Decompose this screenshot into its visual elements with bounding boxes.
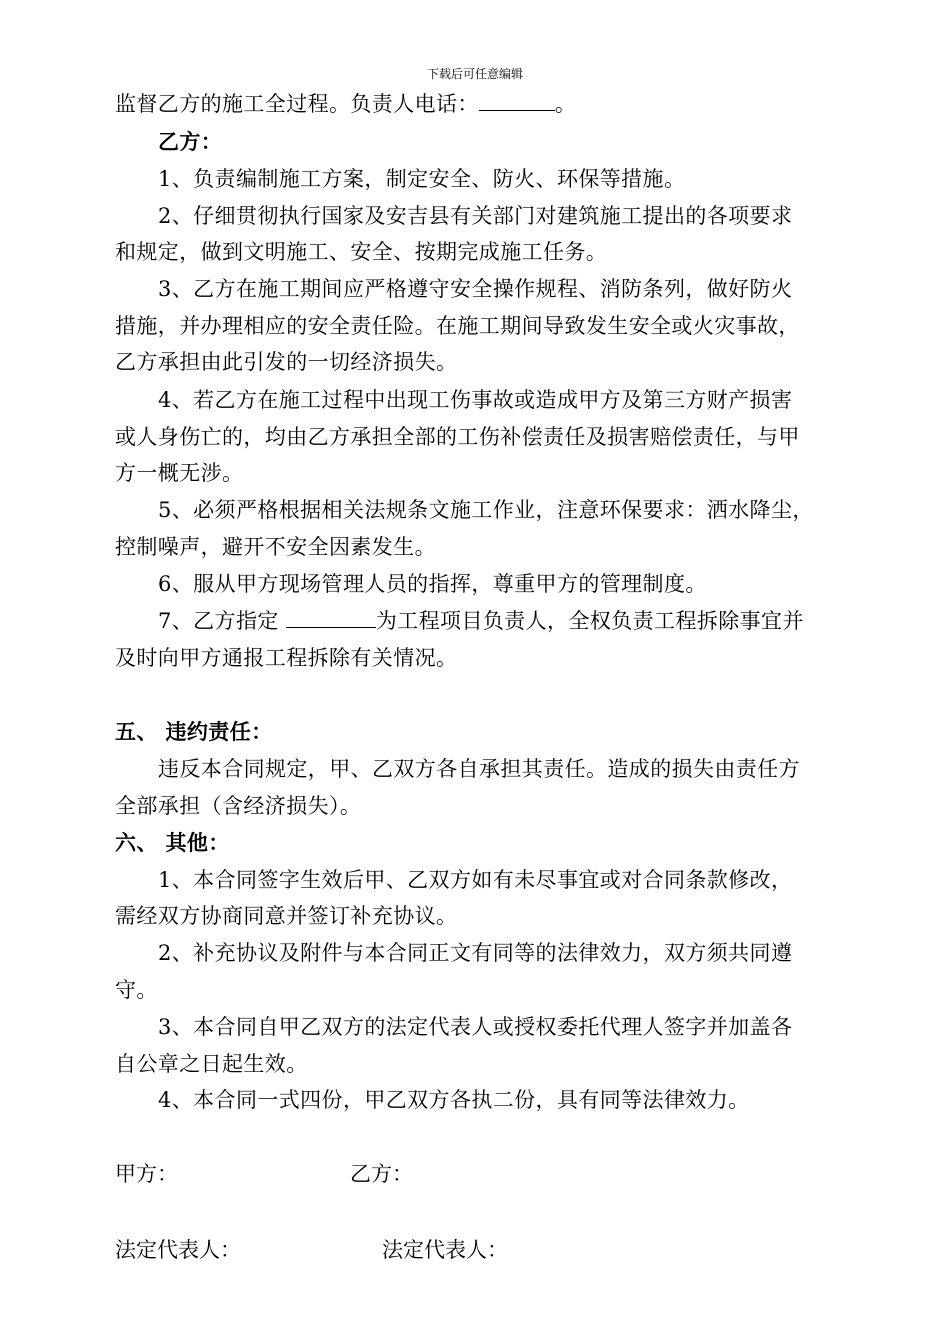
text-line: 2、仔细贯彻执行国家及安吉县有关部门对建筑施工提出的各项要求 bbox=[158, 204, 793, 228]
text-line: 全部承担（含经济损失）。 bbox=[115, 794, 362, 818]
text-line: 控制噪声，避开不安全因素发生。 bbox=[115, 535, 436, 559]
text-line: 和规定，做到文明施工、安全、按期完成施工任务。 bbox=[115, 240, 608, 264]
text-line: 及时向甲方通报工程拆除有关情况。 bbox=[115, 646, 458, 670]
phone-blank bbox=[479, 90, 555, 111]
text-segment: 监督乙方的施工全过程。负责人电话： bbox=[115, 92, 479, 116]
text-line: 4、若乙方在施工过程中出现工伤事故或造成甲方及第三方财产损害 bbox=[158, 388, 793, 412]
text-line: 守。 bbox=[115, 978, 158, 1002]
text-line: 3、乙方在施工期间应严格遵守安全操作规程、消防条列，做好防火 bbox=[158, 277, 793, 301]
text-line: 方一概无涉。 bbox=[115, 461, 244, 485]
text-line: 自公章之日起生效。 bbox=[115, 1052, 308, 1076]
text-line: 6、服从甲方现场管理人员的指挥，尊重甲方的管理制度。 bbox=[158, 572, 707, 596]
text-line: 需经双方协商同意并签订补充协议。 bbox=[115, 904, 458, 928]
section-heading: 六、 其他： bbox=[115, 830, 230, 855]
text-segment: 。 bbox=[554, 92, 577, 116]
page-header: 下载后可任意编辑 bbox=[426, 67, 523, 81]
text-line bbox=[158, 607, 804, 635]
text-line: 3、本合同自甲乙双方的法定代表人或授权委托代理人签字并加盖各 bbox=[158, 1015, 793, 1039]
text-line: 2、补充协议及附件与本合同正文有同等的法律效力，双方须共同遵 bbox=[158, 941, 793, 965]
text-line: 1、负责编制施工方案，制定安全、防火、环保等措施。 bbox=[158, 167, 686, 191]
text-line: 5、必须严格根据相关法规条文施工作业，注意环保要求：洒水降尘， bbox=[158, 498, 814, 522]
text-line: 措施，并办理相应的安全责任险。在施工期间导致发生安全或火灾事故， bbox=[115, 314, 800, 338]
party-b-representative-label: 法定代表人： bbox=[382, 1238, 508, 1262]
text-segment: 为工程项目负责人，全权负责工程拆除事宜并 bbox=[375, 609, 804, 633]
party-a-label: 甲方： bbox=[115, 1162, 178, 1186]
text-line: 1、本合同签字生效后甲、乙双方如有未尽事宜或对合同条款修改， bbox=[158, 868, 793, 892]
party-a-representative-label: 法定代表人： bbox=[115, 1238, 241, 1262]
manager-blank bbox=[286, 607, 376, 628]
text-segment: 7、乙方指定 bbox=[158, 609, 286, 633]
text-line: 或人身伤亡的，均由乙方承担全部的工伤补偿责任及损害赔偿责任，与甲 bbox=[115, 425, 800, 449]
section-subheading: 乙方： bbox=[158, 129, 223, 154]
text-line: 乙方承担由此引发的一切经济损失。 bbox=[115, 350, 458, 374]
section-heading: 五、 违约责任： bbox=[115, 719, 273, 744]
text-line: 违反本合同规定，甲、乙双方各自承担其责任。造成的损失由责任方 bbox=[158, 757, 800, 781]
text-line: 4、本合同一式四份，甲乙双方各执二份，具有同等法律效力。 bbox=[158, 1088, 750, 1112]
text-line bbox=[115, 90, 576, 118]
party-b-label: 乙方： bbox=[350, 1162, 413, 1186]
